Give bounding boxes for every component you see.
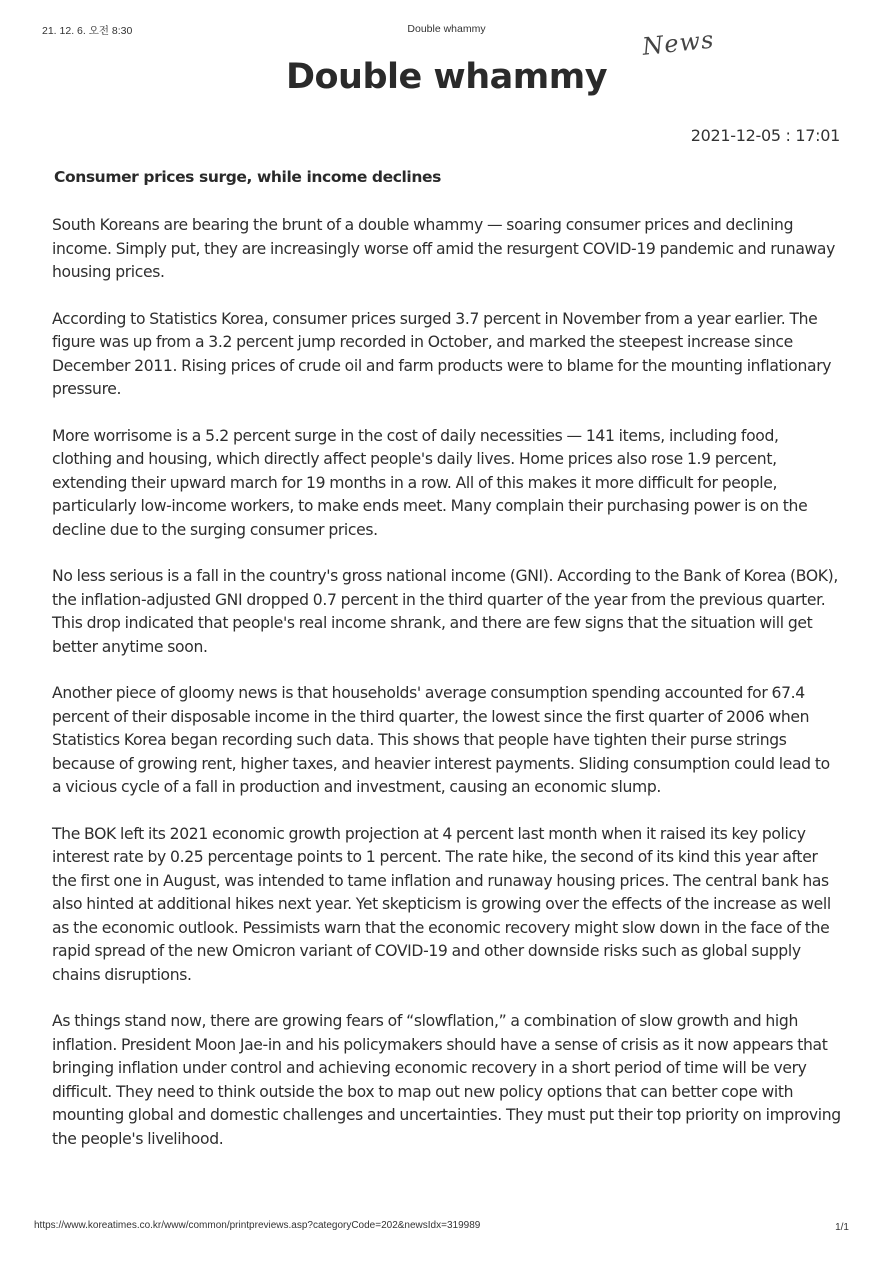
article-paragraph: As things stand now, there are growing fears of “slowflation,” a combination of slow growth and high inflation. President Moon Jae-in and his policymakers should have a sense of crisis as it now appears that bringing inflation under control and achieving economic recovery in a short period of time will be very difficult. They need to think outside the box to map out new policy options that can better cope with mounting global and domestic challenges and uncertainties. They must put their top priority on improving the people's livelihood. — [52, 1012, 841, 1148]
print-header-datetime: 21. 12. 6. 오전 8:30 — [42, 25, 133, 37]
article-paragraph: South Koreans are bearing the brunt of a double whammy — soaring consumer prices and declining income. Simply put, they are increasingly worse off amid the resurgent COVID-19 pandemic and runaway housing prices. — [52, 216, 836, 281]
article-title: Double whammy — [285, 57, 608, 97]
print-header-title: Double whammy — [407, 23, 486, 35]
print-footer-url: https://www.koreatimes.co.kr/www/common/printpreviews.asp?categoryCode=202&newsIdx=319989 — [34, 1220, 481, 1231]
article-paragraph: No less serious is a fall in the country's gross national income (GNI). According to the Bank of Korea (BOK), the inflation-adjusted GNI dropped 0.7 percent in the third quarter of the year from the previous quarter. This drop indicated that people's real income shrank, and there are few signs that the situation will get better anytime soon. — [52, 567, 838, 656]
article-timestamp: 2021-12-05 : 17:01 — [690, 126, 840, 145]
article-paragraph: The BOK left its 2021 economic growth projection at 4 percent last month when it raised its key policy interest rate by 0.25 percentage points to 1 percent. The rate hike, the second of its kind this year after the first one in August, was intended to tame inflation and runaway housing prices. The central bank has also hinted at additional hikes next year. Yet skepticism is growing over the effects of the increase as well as the economic outlook. Pessimists warn that the economic recovery might slow down in the face of the rapid spread of the new Omicron variant of COVID-19 and other downside risks such as global supply chains disruptions. — [52, 824, 831, 984]
handwritten-note: News — [641, 25, 716, 61]
article-paragraph: Another piece of gloomy news is that households' average consumption spending accounted for 67.4 percent of their disposable income in the third quarter, the lowest since the first quarter of 2006 when Statistics Korea began recording such data. This shows that people have tighten their purse strings because of growing rent, higher taxes, and heavier interest payments. Sliding consumption could lead to a vicious cycle of a fall in production and investment, causing an economic slump. — [52, 684, 830, 796]
article-body — [52, 214, 842, 1174]
article-paragraph: According to Statistics Korea, consumer prices surged 3.7 percent in November from a year earlier. The figure was up from a 3.2 percent jump recorded in October, and marked the steepest increase since December 2011. Rising prices of crude oil and farm products were to blame for the mounting inflationary pressure. — [52, 309, 832, 398]
article-paragraph: More worrisome is a 5.2 percent surge in the cost of daily necessities — 141 items, including food, clothing and housing, which directly affect people's daily lives. Home prices also rose 1.9 percent, extending their upward march for 19 months in a row. All of this makes it more difficult for people, particularly low-income workers, to make ends meet. Many complain their purchasing power is on the decline due to the surging consumer prices. — [52, 426, 808, 539]
article-subtitle: Consumer prices surge, while income declines — [54, 168, 441, 186]
print-footer-page-count: 1/1 — [835, 1222, 849, 1233]
